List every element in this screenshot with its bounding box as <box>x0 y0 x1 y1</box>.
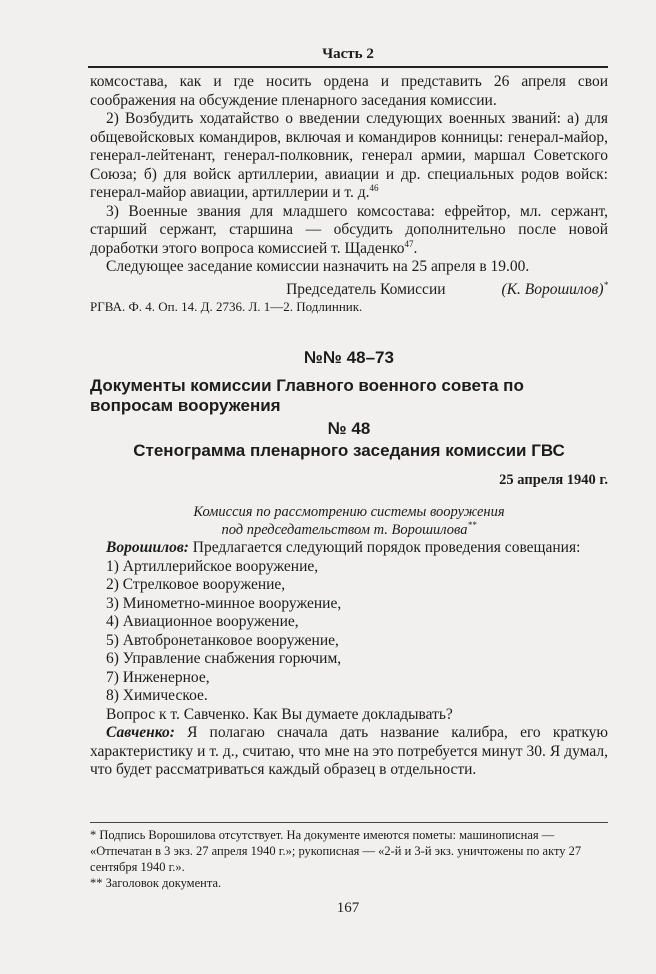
commission-line-2-wrap <box>90 521 608 539</box>
footnote-ref-47: 47 <box>404 238 414 249</box>
main-text <box>90 73 608 780</box>
signature-name-text: (К. Ворошилов) <box>501 280 604 298</box>
document-date: 25 апреля 1940 г. <box>499 471 608 488</box>
running-header: Часть 2 <box>322 46 374 62</box>
section-headings <box>90 349 608 461</box>
agenda-item: 2) Стрелковое вооружение, <box>106 576 286 593</box>
agenda-item: 3) Минометно-минное вооружение, <box>106 594 342 612</box>
agenda-item: 5) Автобронетанковое вооружение, <box>106 631 339 649</box>
heading-transcript-title: Стенограмма пленарного заседания комиссии ГВС <box>133 441 565 460</box>
page-number: 167 <box>336 900 360 916</box>
speech-savchenko <box>90 724 608 780</box>
paragraph-ranks-text: 2) Возбудить ходатайство о введении следующих военных званий: а) для общевойсковых командиров, включая и командиров конницы: генерал-майор, генерал-лейтенант, генерал-полковник, генерал армии, маршал Советского Союза; б) для войск артиллерии, авиации и др. специальных родов войск: генерал-майор авиации, артиллерии и т. д. <box>90 110 608 201</box>
speech-savchenko-text: Я полагаю сначала дать название калибра, его краткую характеристику и т. д., считаю, что мне на это потребуется минут 30. Я думал, что будет рассматриваться каждый образец в отдельности. <box>90 724 608 778</box>
header-rule <box>88 66 608 68</box>
signature-name <box>502 281 608 300</box>
heading-document-range: №№ 48–73 <box>304 348 394 367</box>
paragraph-continuation: комсостава, как и где носить ордена и представить 26 апреля свои соображения на обсуждение пленарного заседания комиссии. <box>90 73 608 109</box>
heading-documents-title: Документы комиссии Главного военного совета по вопросам вооружения <box>90 375 524 415</box>
speech-voroshilov-text: Предлагается следующий порядок проведения совещания: <box>192 539 581 556</box>
paragraph-junior-ranks <box>90 203 608 259</box>
speaker-savchenko: Савченко: <box>106 724 175 741</box>
agenda-item: 7) Инженерное, <box>106 668 210 686</box>
paragraph-junior-end: . <box>413 239 418 257</box>
commission-footnote-mark: ** <box>467 520 477 531</box>
agenda-item: 6) Управление снабжения горючим, <box>106 650 342 667</box>
paragraph-ranks <box>90 110 608 203</box>
commission-subtitle <box>90 503 608 539</box>
signature-title: Председатель Комиссии <box>286 280 446 298</box>
footnote-1: * Подпись Ворошилова отсутствует. На документе имеются пометы: машинописная — «Отпечатан в 3 экз. 27 апреля 1940 г.»; рукописная — «2-й и 3-й экз. уничтожены по акту 27 сентября 1940 г.». <box>90 828 582 874</box>
signature-line <box>90 281 608 300</box>
agenda-item: 4) Авиационное вооружение, <box>106 613 299 630</box>
commission-line-2: под председательством т. Ворошилова <box>221 522 468 538</box>
heading-document-number: № 48 <box>327 418 371 438</box>
footnotes <box>90 822 608 891</box>
paragraph-next-meeting: Следующее заседание комиссии назначить на 25 апреля в 19.00. <box>106 258 530 275</box>
question-to-savchenko: Вопрос к т. Савченко. Как Вы думаете докладывать? <box>106 705 453 723</box>
speech-voroshilov <box>90 539 608 558</box>
signature-footnote-mark: * <box>603 279 608 290</box>
commission-line-1: Комиссия по рассмотрению системы вооружения <box>193 504 505 520</box>
agenda-item: 1) Артиллерийское вооружение, <box>106 557 319 575</box>
footnote-2: ** Заголовок документа. <box>90 876 222 890</box>
speaker-voroshilov: Ворошилов: <box>106 539 189 556</box>
agenda-item: 8) Химическое. <box>106 687 208 704</box>
paragraph-junior-text: 3) Военные звания для младшего комсостава: ефрейтор, мл. сержант, старший сержант, старшина — обсудить дополнительно после новой доработки этого вопроса комиссией т. Щаденко <box>90 202 608 257</box>
archive-reference: РГВА. Ф. 4. Оп. 14. Д. 2736. Л. 1—2. Подлинник. <box>90 299 363 314</box>
footnote-ref-46: 46 <box>369 182 379 193</box>
